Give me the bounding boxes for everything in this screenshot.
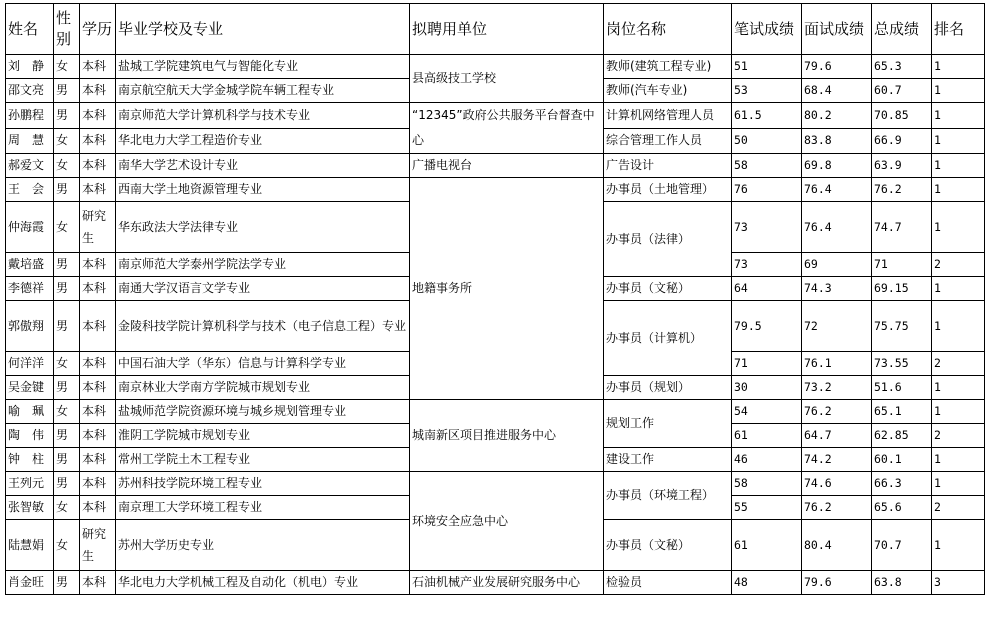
cell-written: 53 bbox=[732, 79, 802, 103]
cell-name: 陶 伟 bbox=[6, 424, 54, 448]
table-row bbox=[6, 571, 985, 595]
cell-name: 张智敏 bbox=[6, 496, 54, 520]
cell-gender: 男 bbox=[54, 103, 80, 129]
cell-name: 孙鹏程 bbox=[6, 103, 54, 129]
cell-edu: 本科 bbox=[80, 301, 116, 352]
cell-gender: 男 bbox=[54, 178, 80, 202]
cell-gender: 女 bbox=[54, 520, 80, 571]
cell-name: 戴培盛 bbox=[6, 253, 54, 277]
cell-school: 常州工学院土木工程专业 bbox=[116, 448, 410, 472]
cell-gender: 男 bbox=[54, 79, 80, 103]
cell-school: 盐城师范学院资源环境与城乡规划管理专业 bbox=[116, 400, 410, 424]
cell-position: 计算机网络管理人员 bbox=[604, 103, 732, 129]
header-row bbox=[6, 4, 985, 55]
cell-name: 郝爱文 bbox=[6, 154, 54, 178]
table-row bbox=[6, 154, 985, 178]
cell-edu: 本科 bbox=[80, 55, 116, 79]
cell-total: 69.15 bbox=[872, 277, 932, 301]
cell-gender: 男 bbox=[54, 424, 80, 448]
cell-rank: 1 bbox=[932, 520, 985, 571]
cell-written: 64 bbox=[732, 277, 802, 301]
cell-total: 62.85 bbox=[872, 424, 932, 448]
header-position: 岗位名称 bbox=[604, 4, 732, 55]
cell-position: 办事员（规划） bbox=[604, 376, 732, 400]
cell-position: 办事员（计算机） bbox=[604, 301, 732, 376]
cell-name: 肖金旺 bbox=[6, 571, 54, 595]
header-name: 姓名 bbox=[6, 4, 54, 55]
cell-rank: 1 bbox=[932, 448, 985, 472]
cell-school: 盐城工学院建筑电气与智能化专业 bbox=[116, 55, 410, 79]
cell-gender: 女 bbox=[54, 400, 80, 424]
cell-gender: 男 bbox=[54, 571, 80, 595]
header-gender: 性别 bbox=[54, 4, 80, 55]
cell-name: 王 会 bbox=[6, 178, 54, 202]
cell-written: 71 bbox=[732, 352, 802, 376]
cell-written: 61 bbox=[732, 520, 802, 571]
cell-position: 广告设计 bbox=[604, 154, 732, 178]
cell-position: 办事员（文秘） bbox=[604, 277, 732, 301]
cell-edu: 本科 bbox=[80, 178, 116, 202]
cell-total: 71 bbox=[872, 253, 932, 277]
cell-edu: 本科 bbox=[80, 472, 116, 496]
header-unit: 拟聘用单位 bbox=[410, 4, 604, 55]
cell-rank: 1 bbox=[932, 376, 985, 400]
cell-gender: 女 bbox=[54, 496, 80, 520]
cell-position: 检验员 bbox=[604, 571, 732, 595]
cell-rank: 1 bbox=[932, 277, 985, 301]
cell-interview: 83.8 bbox=[802, 128, 872, 154]
cell-interview: 76.1 bbox=[802, 352, 872, 376]
cell-total: 60.1 bbox=[872, 448, 932, 472]
cell-rank: 2 bbox=[932, 496, 985, 520]
table-row bbox=[6, 55, 985, 79]
cell-interview: 76.4 bbox=[802, 202, 872, 253]
cell-gender: 女 bbox=[54, 154, 80, 178]
cell-school: 西南大学土地资源管理专业 bbox=[116, 178, 410, 202]
cell-rank: 1 bbox=[932, 178, 985, 202]
cell-written: 61.5 bbox=[732, 103, 802, 129]
cell-gender: 男 bbox=[54, 472, 80, 496]
cell-interview: 79.6 bbox=[802, 571, 872, 595]
cell-edu: 本科 bbox=[80, 154, 116, 178]
cell-name: 王列元 bbox=[6, 472, 54, 496]
cell-edu: 本科 bbox=[80, 253, 116, 277]
cell-written: 73 bbox=[732, 253, 802, 277]
cell-total: 70.85 bbox=[872, 103, 932, 129]
cell-edu: 研究生 bbox=[80, 202, 116, 253]
header-total: 总成绩 bbox=[872, 4, 932, 55]
cell-school: 南京理工大学环境工程专业 bbox=[116, 496, 410, 520]
header-school: 毕业学校及专业 bbox=[116, 4, 410, 55]
cell-total: 73.55 bbox=[872, 352, 932, 376]
cell-interview: 76.4 bbox=[802, 178, 872, 202]
cell-school: 苏州大学历史专业 bbox=[116, 520, 410, 571]
cell-interview: 80.2 bbox=[802, 103, 872, 129]
cell-rank: 1 bbox=[932, 103, 985, 129]
cell-unit: 地籍事务所 bbox=[410, 178, 604, 400]
cell-total: 65.1 bbox=[872, 400, 932, 424]
cell-name: 邵文亮 bbox=[6, 79, 54, 103]
cell-position: 办事员（文秘） bbox=[604, 520, 732, 571]
cell-interview: 72 bbox=[802, 301, 872, 352]
cell-school: 淮阴工学院城市规划专业 bbox=[116, 424, 410, 448]
cell-interview: 64.7 bbox=[802, 424, 872, 448]
cell-gender: 女 bbox=[54, 202, 80, 253]
table-row bbox=[6, 178, 985, 202]
cell-unit: 城南新区项目推进服务中心 bbox=[410, 400, 604, 472]
cell-name: 仲海霞 bbox=[6, 202, 54, 253]
cell-position: 办事员（法律） bbox=[604, 202, 732, 277]
cell-gender: 女 bbox=[54, 352, 80, 376]
cell-school: 南通大学汉语言文学专业 bbox=[116, 277, 410, 301]
cell-total: 70.7 bbox=[872, 520, 932, 571]
cell-school: 华东政法大学法律专业 bbox=[116, 202, 410, 253]
cell-written: 48 bbox=[732, 571, 802, 595]
cell-written: 51 bbox=[732, 55, 802, 79]
cell-school: 华北电力大学工程造价专业 bbox=[116, 128, 410, 154]
cell-name: 喻 珮 bbox=[6, 400, 54, 424]
cell-edu: 研究生 bbox=[80, 520, 116, 571]
cell-school: 南京林业大学南方学院城市规划专业 bbox=[116, 376, 410, 400]
cell-gender: 男 bbox=[54, 253, 80, 277]
cell-name: 吴金键 bbox=[6, 376, 54, 400]
cell-name: 钟 柱 bbox=[6, 448, 54, 472]
cell-rank: 1 bbox=[932, 79, 985, 103]
cell-edu: 本科 bbox=[80, 400, 116, 424]
cell-edu: 本科 bbox=[80, 352, 116, 376]
cell-written: 58 bbox=[732, 154, 802, 178]
cell-position: 教师(汽车专业) bbox=[604, 79, 732, 103]
cell-school: 华北电力大学机械工程及自动化（机电）专业 bbox=[116, 571, 410, 595]
cell-unit: 石油机械产业发展研究服务中心 bbox=[410, 571, 604, 595]
cell-rank: 1 bbox=[932, 55, 985, 79]
cell-written: 30 bbox=[732, 376, 802, 400]
cell-school: 中国石油大学（华东）信息与计算科学专业 bbox=[116, 352, 410, 376]
cell-edu: 本科 bbox=[80, 496, 116, 520]
table-row bbox=[6, 472, 985, 496]
cell-school: 南京师范大学计算机科学与技术专业 bbox=[116, 103, 410, 129]
cell-position: 教师(建筑工程专业) bbox=[604, 55, 732, 79]
cell-gender: 男 bbox=[54, 448, 80, 472]
cell-written: 50 bbox=[732, 128, 802, 154]
cell-total: 51.6 bbox=[872, 376, 932, 400]
cell-total: 66.9 bbox=[872, 128, 932, 154]
cell-position: 办事员（土地管理） bbox=[604, 178, 732, 202]
cell-name: 李德祥 bbox=[6, 277, 54, 301]
cell-total: 76.2 bbox=[872, 178, 932, 202]
cell-written: 55 bbox=[732, 496, 802, 520]
cell-unit: 县高级技工学校 bbox=[410, 55, 604, 103]
header-written: 笔试成绩 bbox=[732, 4, 802, 55]
cell-unit: 环境安全应急中心 bbox=[410, 472, 604, 571]
cell-school: 南京航空航天大学金城学院车辆工程专业 bbox=[116, 79, 410, 103]
cell-total: 65.3 bbox=[872, 55, 932, 79]
cell-written: 73 bbox=[732, 202, 802, 253]
cell-rank: 1 bbox=[932, 400, 985, 424]
cell-rank: 1 bbox=[932, 128, 985, 154]
recruitment-table bbox=[5, 3, 985, 595]
table-row bbox=[6, 103, 985, 129]
cell-unit: 广播电视台 bbox=[410, 154, 604, 178]
cell-interview: 68.4 bbox=[802, 79, 872, 103]
cell-rank: 1 bbox=[932, 301, 985, 352]
cell-gender: 男 bbox=[54, 301, 80, 352]
cell-total: 63.8 bbox=[872, 571, 932, 595]
cell-gender: 男 bbox=[54, 376, 80, 400]
cell-interview: 69.8 bbox=[802, 154, 872, 178]
cell-name: 陆慧娟 bbox=[6, 520, 54, 571]
cell-position: 规划工作 bbox=[604, 400, 732, 448]
cell-school: 金陵科技学院计算机科学与技术（电子信息工程）专业 bbox=[116, 301, 410, 352]
cell-total: 63.9 bbox=[872, 154, 932, 178]
cell-school: 南华大学艺术设计专业 bbox=[116, 154, 410, 178]
cell-rank: 1 bbox=[932, 154, 985, 178]
header-interview: 面试成绩 bbox=[802, 4, 872, 55]
cell-rank: 2 bbox=[932, 352, 985, 376]
cell-total: 74.7 bbox=[872, 202, 932, 253]
cell-gender: 女 bbox=[54, 128, 80, 154]
cell-gender: 女 bbox=[54, 55, 80, 79]
cell-gender: 男 bbox=[54, 277, 80, 301]
cell-interview: 69 bbox=[802, 253, 872, 277]
cell-school: 苏州科技学院环境工程专业 bbox=[116, 472, 410, 496]
cell-edu: 本科 bbox=[80, 571, 116, 595]
cell-rank: 2 bbox=[932, 253, 985, 277]
cell-edu: 本科 bbox=[80, 424, 116, 448]
cell-written: 54 bbox=[732, 400, 802, 424]
cell-rank: 1 bbox=[932, 202, 985, 253]
cell-edu: 本科 bbox=[80, 448, 116, 472]
cell-rank: 1 bbox=[932, 472, 985, 496]
cell-interview: 74.3 bbox=[802, 277, 872, 301]
cell-position: 建设工作 bbox=[604, 448, 732, 472]
cell-interview: 76.2 bbox=[802, 496, 872, 520]
cell-written: 58 bbox=[732, 472, 802, 496]
header-rank: 排名 bbox=[932, 4, 985, 55]
cell-name: 周 慧 bbox=[6, 128, 54, 154]
cell-written: 61 bbox=[732, 424, 802, 448]
cell-interview: 79.6 bbox=[802, 55, 872, 79]
cell-total: 66.3 bbox=[872, 472, 932, 496]
cell-position: 综合管理工作人员 bbox=[604, 128, 732, 154]
cell-interview: 73.2 bbox=[802, 376, 872, 400]
cell-written: 46 bbox=[732, 448, 802, 472]
cell-edu: 本科 bbox=[80, 128, 116, 154]
cell-edu: 本科 bbox=[80, 277, 116, 301]
cell-written: 76 bbox=[732, 178, 802, 202]
cell-edu: 本科 bbox=[80, 79, 116, 103]
table-row bbox=[6, 400, 985, 424]
header-edu: 学历 bbox=[80, 4, 116, 55]
cell-written: 79.5 bbox=[732, 301, 802, 352]
cell-rank: 3 bbox=[932, 571, 985, 595]
cell-total: 65.6 bbox=[872, 496, 932, 520]
cell-interview: 74.2 bbox=[802, 448, 872, 472]
cell-interview: 76.2 bbox=[802, 400, 872, 424]
cell-interview: 74.6 bbox=[802, 472, 872, 496]
cell-name: 郭傲翔 bbox=[6, 301, 54, 352]
cell-name: 何洋洋 bbox=[6, 352, 54, 376]
cell-unit: “12345”政府公共服务平台督查中心 bbox=[410, 103, 604, 154]
cell-total: 75.75 bbox=[872, 301, 932, 352]
cell-name: 刘 静 bbox=[6, 55, 54, 79]
cell-edu: 本科 bbox=[80, 376, 116, 400]
cell-interview: 80.4 bbox=[802, 520, 872, 571]
cell-total: 60.7 bbox=[872, 79, 932, 103]
cell-edu: 本科 bbox=[80, 103, 116, 129]
cell-position: 办事员（环境工程） bbox=[604, 472, 732, 520]
cell-school: 南京师范大学泰州学院法学专业 bbox=[116, 253, 410, 277]
cell-rank: 2 bbox=[932, 424, 985, 448]
